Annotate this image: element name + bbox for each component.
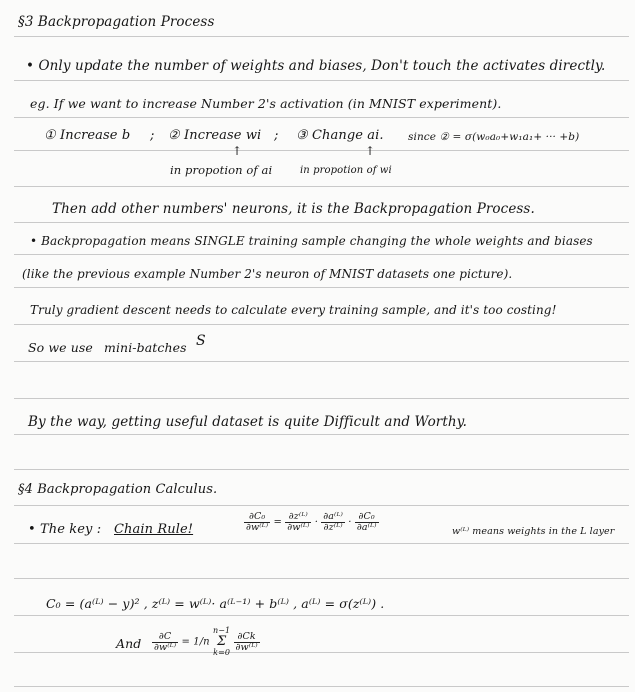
chain-lhs-denominator: ∂w⁽ᴸ⁾ (246, 522, 269, 533)
rule-line (14, 324, 629, 325)
sum-upper: n−1 (213, 626, 231, 635)
rule-line (14, 36, 629, 37)
average-gradient-formula (152, 626, 260, 658)
rule-line (14, 469, 629, 470)
note-line-2: eg. If we want to increase Number 2's activation (in MNIST experiment). (30, 96, 502, 111)
note-line-7: Truly gradient descent needs to calculate every training sample, and it's too costing! (30, 303, 557, 317)
note-proportion-wi: in propotion of wi (300, 165, 392, 176)
option-increase-wi: ② Increase wi (168, 128, 262, 143)
rule-line (14, 578, 629, 579)
rule-line (14, 150, 629, 151)
rule-line (14, 80, 629, 81)
and-label: And (116, 636, 142, 651)
dot: · (314, 517, 318, 528)
avg-lhs-numerator: ∂C (152, 632, 178, 643)
chain-rule-formula (244, 512, 379, 533)
up-arrow-icon: ↑ (365, 144, 376, 158)
note-line-8a: So we use (28, 340, 93, 355)
key-prefix: • The key : (28, 522, 102, 537)
rule-line (14, 505, 629, 506)
option-increase-b: ① Increase b (44, 128, 131, 143)
rule-line (14, 398, 629, 399)
note-mini-batches: mini-batches (104, 340, 187, 355)
chain-f1-denominator: ∂w⁽ᴸ⁾ (287, 522, 310, 533)
rule-line (14, 254, 629, 255)
rule-line (14, 543, 629, 544)
note-plural-s: S (196, 333, 206, 349)
up-arrow-icon: ↑ (232, 144, 243, 158)
cost-equations: C₀ = (a⁽ᴸ⁾ − y)² , z⁽ᴸ⁾ = w⁽ᴸ⁾· a⁽ᴸ⁻¹⁾ + b⁽ᴸ⁾ , a⁽ᴸ⁾ = σ(z⁽ᴸ⁾) . (46, 596, 385, 611)
section-4-title: §4 Backpropagation Calculus. (18, 482, 218, 497)
rule-line (14, 434, 629, 435)
equals-sign: = (273, 517, 282, 528)
note-line-5: • Backpropagation means SINGLE training sample changing the whole weights and biases (30, 234, 593, 248)
key-chain-rule: Chain Rule! (114, 522, 194, 537)
dot: · (348, 517, 352, 528)
separator: ; (150, 128, 155, 143)
chain-lhs-numerator: ∂C₀ (244, 512, 270, 523)
rule-line (14, 615, 629, 616)
rule-line (14, 117, 629, 118)
note-proportion-ai: in propotion of ai (170, 163, 273, 177)
rule-line (14, 186, 629, 187)
weights-layer-note: w⁽ᴸ⁾ means weights in the L layer (452, 526, 615, 537)
avg-coefficient: 1/n (193, 636, 210, 648)
section-3-title: §3 Backpropagation Process (18, 14, 215, 30)
note-line-9: By the way, getting useful dataset is quite Difficult and Worthy. (28, 414, 467, 430)
sum-sign: Σ (216, 634, 227, 649)
option-change-ai: ③ Change ai. (296, 128, 384, 143)
rule-line (14, 361, 629, 362)
chain-f3-numerator: ∂C₀ (355, 512, 379, 523)
equals-sign: = (181, 636, 190, 648)
chain-f1-numerator: ∂z⁽ᴸ⁾ (285, 512, 311, 523)
chain-f2-numerator: ∂a⁽ᴸ⁾ (323, 511, 343, 522)
rule-line (14, 686, 629, 687)
avg-rhs-numerator: ∂Ck (234, 632, 260, 643)
note-line-4: Then add other numbers' neurons, it is the Backpropagation Process. (52, 201, 535, 217)
note-line-6: (like the previous example Number 2's neuron of MNIST datasets one picture). (22, 267, 513, 281)
since-formula: since ② = σ(w₀a₀+w₁a₁+ ··· +b) (408, 131, 580, 143)
avg-rhs-denominator: ∂w⁽ᴸ⁾ (235, 641, 258, 653)
avg-lhs-denominator: ∂w⁽ᴸ⁾ (154, 641, 177, 653)
chain-f2-denominator: ∂z⁽ᴸ⁾ (323, 522, 343, 533)
note-line-1: • Only update the number of weights and biases, Don't touch the activates directly. (26, 58, 606, 74)
sum-lower: k=0 (213, 648, 231, 657)
rule-line (14, 652, 629, 653)
chain-f3-denominator: ∂a⁽ᴸ⁾ (356, 522, 377, 533)
rule-line (14, 222, 629, 223)
rule-line (14, 287, 629, 288)
separator: ; (274, 128, 279, 143)
